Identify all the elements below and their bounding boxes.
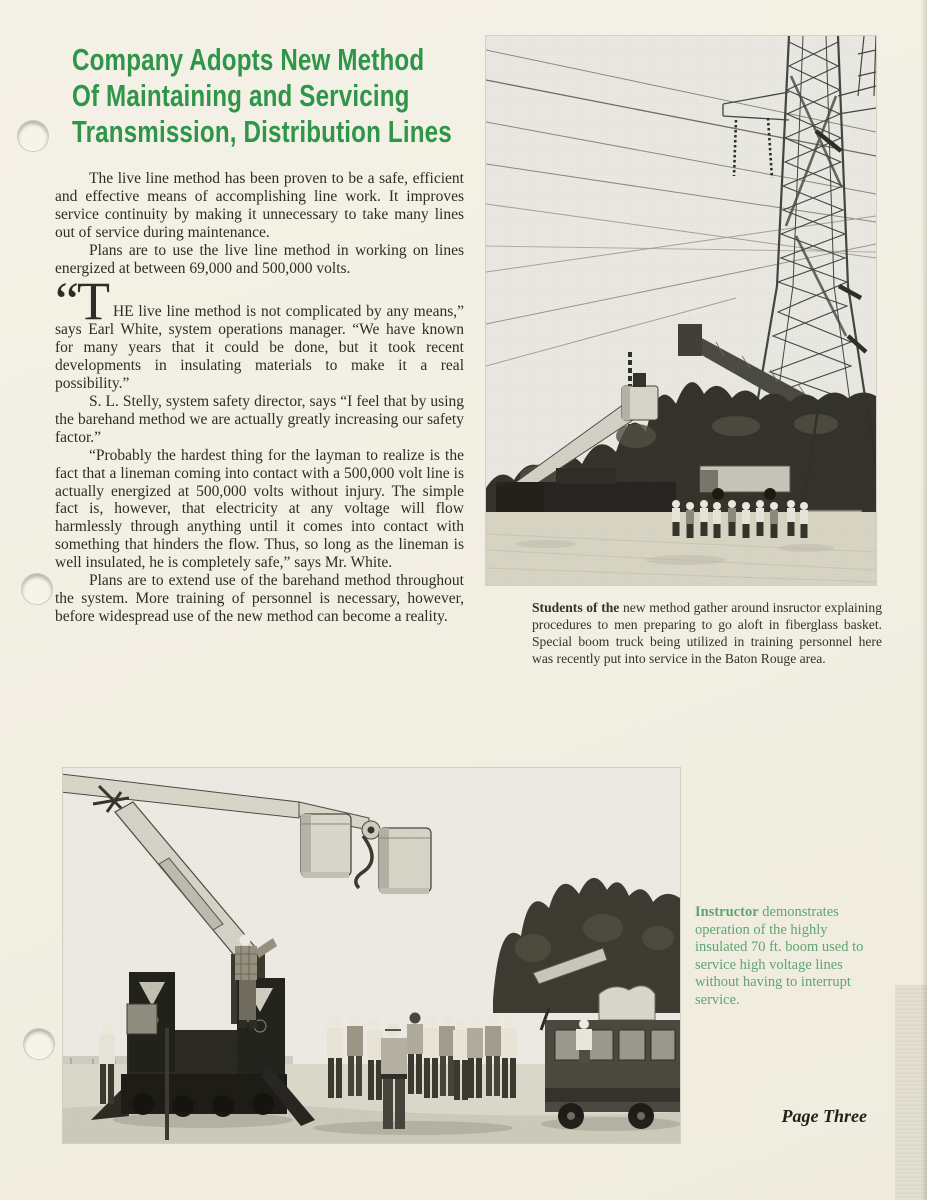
paragraph: S. L. Stelly, system safety director, says “I feel that by using the barehand method we are actually greatly increasing our safety factor.” bbox=[55, 392, 464, 446]
photo-bottom-caption: Instructor demonstrates operation of the highly insulated 70 ft. boom used to service high voltage lines without having to interrupt service. bbox=[695, 904, 864, 1008]
article-body bbox=[55, 170, 464, 626]
headline-line: Of Maintaining and Servicing bbox=[72, 78, 410, 113]
punch-hole bbox=[21, 573, 53, 605]
dropcap: “T bbox=[55, 271, 108, 332]
dropcap-paragraph: “THE live line method is not complicated by any means,” says Earl White, system operations manager. “We have known for many years that it could be done, but it took recent developments in insulating materials to make it a real possibility.” bbox=[55, 271, 464, 393]
transmission-tower-photo bbox=[486, 36, 876, 585]
paragraph: The live line method has been proven to be a safe, efficient and effective means of accomplishing line work. It improves service continuity by making it unnecessary to take many lines out of service during maintenance. bbox=[55, 170, 464, 241]
paragraph: “Probably the hardest thing for the layman to realize is the fact that a lineman coming into contact with a 500,000 volt line is actually energized at 500,000 volts without injury. The simple fact is, however, that electricity at any voltage will flow harmlessly through anything until it comes into contact with something that hinders the flow. Thus, so long as the lineman is well insulated, he is completely safe,” says Mr. White. bbox=[55, 446, 464, 572]
boom-truck-photo bbox=[63, 768, 680, 1143]
punch-hole bbox=[17, 120, 49, 152]
photo-transmission-tower bbox=[486, 36, 876, 585]
headline-line: Transmission, Distribution Lines bbox=[72, 114, 452, 149]
paragraph: Plans are to extend use of the barehand method throughout the system. More training of personnel is necessary, however, before widespread use of the new method can become a reality. bbox=[55, 572, 464, 625]
photo-boom-truck bbox=[63, 768, 680, 1143]
punch-hole bbox=[23, 1028, 55, 1060]
headline-line: Company Adopts New Method bbox=[72, 42, 425, 77]
photo-top-caption: Students of the new method gather around insructor explaining procedures to men preparing to go aloft in fiberglass basket. Special boom truck being utilized in training personnel here was recently put into service in the Baton Rouge area. bbox=[532, 600, 883, 666]
paragraph: Plans are to use the live line method in working on lines energized at between 69,000 and 500,000 volts. bbox=[55, 241, 464, 277]
scan-edge-shadow bbox=[921, 0, 927, 1200]
page-number: Page Three bbox=[781, 1106, 867, 1126]
